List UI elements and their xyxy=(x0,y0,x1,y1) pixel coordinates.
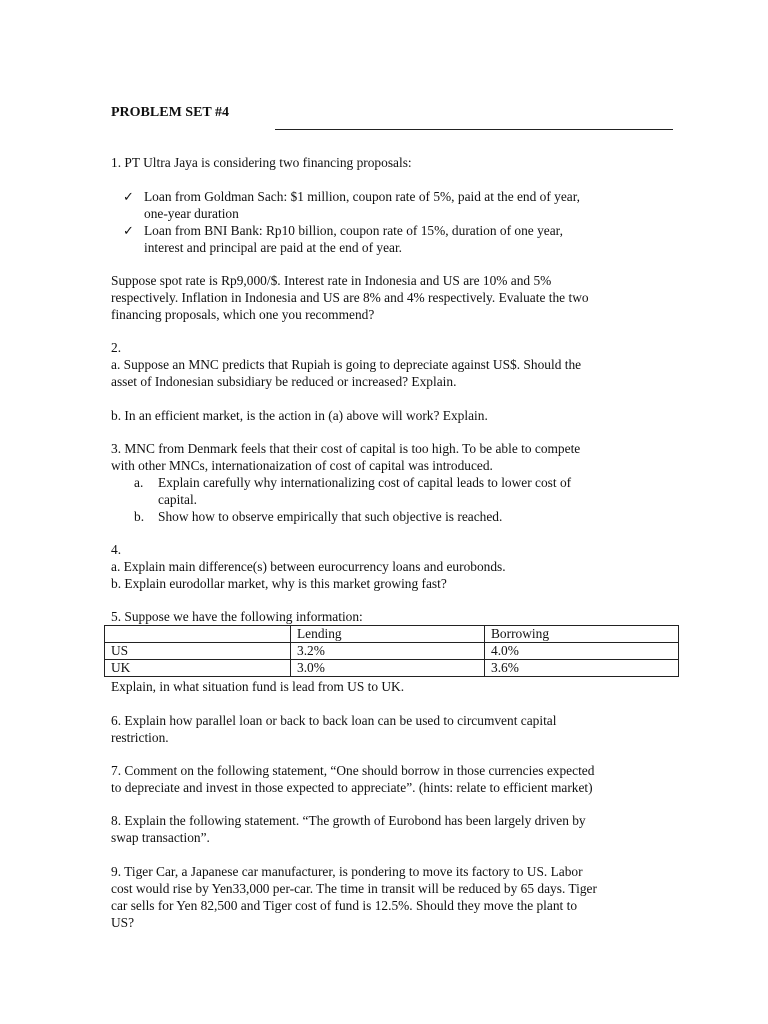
q4-b: b. Explain eurodollar market, why is this market growing fast? xyxy=(111,576,447,591)
q3-item-a-line-1: Explain carefully why internationalizing cost of capital leads to lower cost of xyxy=(158,475,572,490)
table-header-row xyxy=(105,626,679,643)
title-rule xyxy=(275,129,673,130)
q8-line-1: 8. Explain the following statement. “The growth of Eurobond has been largely driven by xyxy=(111,813,586,828)
table-row xyxy=(105,660,679,677)
q7-line-2: to depreciate and invest in those expected to appreciate”. (hints: relate to efficient market) xyxy=(111,780,593,795)
q3-item-a-line-2: capital. xyxy=(158,492,198,507)
table-header-cell: Borrowing xyxy=(485,626,679,643)
q2-number: 2. xyxy=(111,340,122,355)
q1-para-line-1: Suppose spot rate is Rp9,000/$. Interest rate in Indonesia and US are 10% and 5% xyxy=(111,273,552,288)
q3-intro-line-1: 3. MNC from Denmark feels that their cost of capital is too high. To be able to compete xyxy=(111,441,581,456)
table-cell: 3.0% xyxy=(291,660,485,677)
q6-line-1: 6. Explain how parallel loan or back to back loan can be used to circumvent capital xyxy=(111,713,557,728)
q1-bullet-1-line-2: one-year duration xyxy=(144,206,239,221)
table-row xyxy=(105,643,679,660)
table-cell: 3.2% xyxy=(291,643,485,660)
q1-bullet-2-line-2: interest and principal are paid at the end of year. xyxy=(144,240,403,255)
table-header-cell: Lending xyxy=(291,626,485,643)
table-cell: US xyxy=(105,643,291,660)
q1-bullet-2-line-1: Loan from BNI Bank: Rp10 billion, coupon rate of 15%, duration of one year, xyxy=(144,223,563,238)
q3-intro-line-2: with other MNCs, internationaization of cost of capital was introduced. xyxy=(111,458,493,473)
q8-line-2: swap transaction”. xyxy=(111,830,210,845)
table-header-cell xyxy=(105,626,291,643)
q1-para-line-3: financing proposals, which one you recommend? xyxy=(111,307,375,322)
table-cell: 4.0% xyxy=(485,643,679,660)
q1-intro: 1. PT Ultra Jaya is considering two financing proposals: xyxy=(111,155,412,170)
checkmark-icon: ✓ xyxy=(123,189,134,204)
q4-number: 4. xyxy=(111,542,122,557)
q4-a: a. Explain main difference(s) between eurocurrency loans and eurobonds. xyxy=(111,559,506,574)
q9-line-3: car sells for Yen 82,500 and Tiger cost of fund is 12.5%. Should they move the plant to xyxy=(111,898,578,913)
q9-line-1: 9. Tiger Car, a Japanese car manufacturer, is pondering to move its factory to US. Labor xyxy=(111,864,583,879)
q5-after: Explain, in what situation fund is lead from US to UK. xyxy=(111,679,405,694)
q5-intro: 5. Suppose we have the following information: xyxy=(111,609,363,624)
q3-item-b-marker: b. xyxy=(134,509,145,524)
checkmark-icon: ✓ xyxy=(123,223,134,238)
q7-line-1: 7. Comment on the following statement, “One should borrow in those currencies expected xyxy=(111,763,595,778)
q3-item-b-line-1: Show how to observe empirically that such objective is reached. xyxy=(158,509,503,524)
q3-item-a-marker: a. xyxy=(134,475,144,490)
q2-b: b. In an efficient market, is the action in (a) above will work? Explain. xyxy=(111,408,488,423)
q6-line-2: restriction. xyxy=(111,730,169,745)
q1-bullet-1-line-1: Loan from Goldman Sach: $1 million, coupon rate of 5%, paid at the end of year, xyxy=(144,189,581,204)
q2-a-line-1: a. Suppose an MNC predicts that Rupiah is going to depreciate against US$. Should the xyxy=(111,357,582,372)
table-cell: 3.6% xyxy=(485,660,679,677)
q2-a-line-2: asset of Indonesian subsidiary be reduced or increased? Explain. xyxy=(111,374,457,389)
table-cell: UK xyxy=(105,660,291,677)
rates-table xyxy=(104,625,679,677)
q9-line-4: US? xyxy=(111,915,135,930)
q9-line-2: cost would rise by Yen33,000 per-car. The time in transit will be reduced by 65 days. Tiger xyxy=(111,881,597,896)
q1-para-line-2: respectively. Inflation in Indonesia and US are 8% and 4% respectively. Evaluate the two xyxy=(111,290,589,305)
page-title: PROBLEM SET #4 xyxy=(111,105,229,120)
